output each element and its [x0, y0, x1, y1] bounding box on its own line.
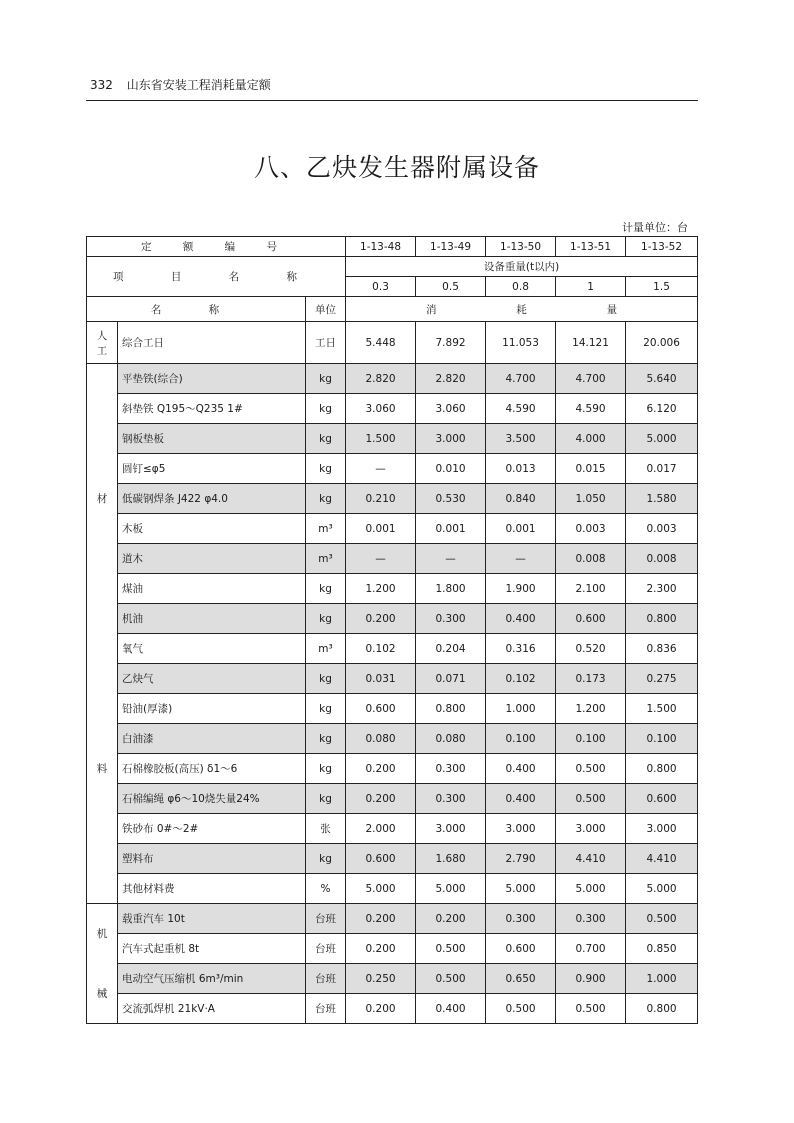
- value-cell: 2.820: [416, 364, 486, 394]
- value-cell: 0.300: [556, 904, 626, 934]
- param-cell: 0.5: [416, 277, 486, 297]
- item-unit: 台班: [306, 964, 346, 994]
- value-cell: 0.500: [486, 994, 556, 1024]
- value-cell: 0.500: [416, 934, 486, 964]
- code-cell: 1-13-48: [346, 237, 416, 257]
- value-cell: 7.892: [416, 322, 486, 364]
- value-cell: 2.300: [626, 574, 698, 604]
- item-name: 石棉橡胶板(高压) δ1～6: [118, 754, 306, 784]
- item-unit: kg: [306, 424, 346, 454]
- table-row: [87, 424, 698, 454]
- value-cell: 0.800: [626, 604, 698, 634]
- value-cell: —: [416, 544, 486, 574]
- value-cell: 2.100: [556, 574, 626, 604]
- value-cell: 0.300: [416, 754, 486, 784]
- value-cell: 0.071: [416, 664, 486, 694]
- value-cell: 2.000: [346, 814, 416, 844]
- value-cell: 0.500: [416, 964, 486, 994]
- table-row: [87, 484, 698, 514]
- value-cell: 0.008: [626, 544, 698, 574]
- table-row: [87, 724, 698, 754]
- item-unit: kg: [306, 484, 346, 514]
- table-row: [87, 322, 698, 364]
- item-name: 木板: [118, 514, 306, 544]
- value-cell: 0.400: [486, 604, 556, 634]
- item-name: 低碳钢焊条 J422 φ4.0: [118, 484, 306, 514]
- value-cell: 0.400: [416, 994, 486, 1024]
- value-cell: 0.800: [416, 694, 486, 724]
- category-char: 机: [96, 928, 108, 941]
- value-cell: 0.017: [626, 454, 698, 484]
- consumption-header: 消 耗 量: [346, 297, 698, 322]
- category-char: 材: [96, 493, 108, 506]
- item-unit: m³: [306, 514, 346, 544]
- value-cell: 0.300: [486, 904, 556, 934]
- table-row: [87, 844, 698, 874]
- value-cell: 6.120: [626, 394, 698, 424]
- table-row: [87, 814, 698, 844]
- value-cell: 0.500: [626, 904, 698, 934]
- item-name: 乙炔气: [118, 664, 306, 694]
- page-number: 332: [90, 78, 113, 92]
- table-row: [87, 514, 698, 544]
- value-cell: 0.210: [346, 484, 416, 514]
- value-cell: 0.200: [346, 904, 416, 934]
- header-rule: [86, 100, 698, 101]
- value-cell: 0.250: [346, 964, 416, 994]
- value-cell: 0.003: [556, 514, 626, 544]
- table-row: [87, 784, 698, 814]
- table-row: [87, 994, 698, 1024]
- value-cell: 0.102: [486, 664, 556, 694]
- value-cell: 0.500: [556, 754, 626, 784]
- value-cell: 0.850: [626, 934, 698, 964]
- value-cell: 0.500: [556, 994, 626, 1024]
- category-char: 械: [96, 987, 108, 1000]
- value-cell: —: [486, 544, 556, 574]
- table-row: [87, 664, 698, 694]
- item-label: 项 目 名 称: [87, 257, 346, 297]
- item-name: 白油漆: [118, 724, 306, 754]
- item-unit: kg: [306, 574, 346, 604]
- param-label: 设备重量(t以内): [346, 257, 698, 277]
- code-row: [87, 237, 698, 257]
- value-cell: 5.448: [346, 322, 416, 364]
- value-cell: 0.031: [346, 664, 416, 694]
- table-row: [87, 634, 698, 664]
- item-unit: kg: [306, 364, 346, 394]
- table-row: [87, 364, 698, 394]
- value-cell: 0.300: [416, 604, 486, 634]
- item-name: 斜垫铁 Q195～Q235 1#: [118, 394, 306, 424]
- value-cell: 0.600: [626, 784, 698, 814]
- item-unit: kg: [306, 754, 346, 784]
- value-cell: 0.080: [346, 724, 416, 754]
- item-unit: kg: [306, 724, 346, 754]
- table-row: [87, 454, 698, 484]
- item-unit: 工日: [306, 322, 346, 364]
- item-name: 煤油: [118, 574, 306, 604]
- value-cell: 0.001: [416, 514, 486, 544]
- item-unit: 台班: [306, 994, 346, 1024]
- value-cell: 1.500: [346, 424, 416, 454]
- item-unit: kg: [306, 844, 346, 874]
- value-cell: 4.590: [486, 394, 556, 424]
- value-cell: 5.000: [626, 874, 698, 904]
- value-cell: 0.840: [486, 484, 556, 514]
- value-cell: 0.500: [556, 784, 626, 814]
- item-unit: kg: [306, 664, 346, 694]
- value-cell: 0.275: [626, 664, 698, 694]
- value-cell: 0.400: [486, 754, 556, 784]
- unit-column-header: 单位: [306, 297, 346, 322]
- value-cell: 0.200: [416, 904, 486, 934]
- param-label-row: [87, 257, 698, 277]
- item-name: 其他材料费: [118, 874, 306, 904]
- value-cell: 0.200: [346, 934, 416, 964]
- value-cell: 0.600: [346, 694, 416, 724]
- table-row: [87, 754, 698, 784]
- value-cell: 0.080: [416, 724, 486, 754]
- value-cell: 0.200: [346, 604, 416, 634]
- category-char: 工: [96, 344, 108, 357]
- item-unit: kg: [306, 454, 346, 484]
- value-cell: 4.590: [556, 394, 626, 424]
- item-unit: m³: [306, 544, 346, 574]
- param-cell: 0.3: [346, 277, 416, 297]
- item-unit: 台班: [306, 934, 346, 964]
- item-name: 钢板垫板: [118, 424, 306, 454]
- value-cell: 0.800: [626, 994, 698, 1024]
- value-cell: 0.600: [486, 934, 556, 964]
- quota-table: [86, 236, 698, 1024]
- category-cell: [87, 322, 118, 364]
- item-name: 电动空气压缩机 6m³/min: [118, 964, 306, 994]
- item-name: 圆钉≤φ5: [118, 454, 306, 484]
- value-cell: 0.530: [416, 484, 486, 514]
- value-cell: 0.010: [416, 454, 486, 484]
- name-column-header: 名 称: [87, 297, 306, 322]
- table-row: [87, 694, 698, 724]
- value-cell: 5.000: [416, 874, 486, 904]
- item-name: 石棉编绳 φ6～10烧失量24%: [118, 784, 306, 814]
- value-cell: 0.100: [556, 724, 626, 754]
- table-row: [87, 604, 698, 634]
- value-cell: 1.200: [556, 694, 626, 724]
- value-cell: 11.053: [486, 322, 556, 364]
- value-cell: 3.500: [486, 424, 556, 454]
- value-cell: 0.001: [486, 514, 556, 544]
- value-cell: 5.640: [626, 364, 698, 394]
- item-unit: 台班: [306, 904, 346, 934]
- item-name: 机油: [118, 604, 306, 634]
- item-unit: %: [306, 874, 346, 904]
- value-cell: —: [346, 454, 416, 484]
- table-row: [87, 964, 698, 994]
- value-cell: 0.204: [416, 634, 486, 664]
- book-title: 山东省安装工程消耗量定额: [126, 78, 271, 92]
- value-cell: 0.600: [346, 844, 416, 874]
- item-unit: kg: [306, 604, 346, 634]
- value-cell: 0.900: [556, 964, 626, 994]
- value-cell: 0.200: [346, 754, 416, 784]
- value-cell: —: [346, 544, 416, 574]
- value-cell: 1.900: [486, 574, 556, 604]
- value-cell: 5.000: [556, 874, 626, 904]
- value-cell: 14.121: [556, 322, 626, 364]
- value-cell: 0.100: [486, 724, 556, 754]
- code-cell: 1-13-50: [486, 237, 556, 257]
- param-cell: 0.8: [486, 277, 556, 297]
- value-cell: 4.410: [556, 844, 626, 874]
- value-cell: 0.316: [486, 634, 556, 664]
- value-cell: 1.800: [416, 574, 486, 604]
- value-cell: 0.700: [556, 934, 626, 964]
- item-name: 道木: [118, 544, 306, 574]
- value-cell: 0.800: [626, 754, 698, 784]
- item-name: 交流弧焊机 21kV·A: [118, 994, 306, 1024]
- section-title: 八、乙炔发生器附属设备: [253, 153, 540, 182]
- value-cell: 0.400: [486, 784, 556, 814]
- value-cell: 3.000: [416, 424, 486, 454]
- value-cell: 4.410: [626, 844, 698, 874]
- item-name: 汽车式起重机 8t: [118, 934, 306, 964]
- code-cell: 1-13-52: [626, 237, 698, 257]
- value-cell: 1.200: [346, 574, 416, 604]
- table-row: [87, 574, 698, 604]
- value-cell: 0.300: [416, 784, 486, 814]
- value-cell: 0.200: [346, 994, 416, 1024]
- value-cell: 1.580: [626, 484, 698, 514]
- value-cell: 1.680: [416, 844, 486, 874]
- param-cell: 1.5: [626, 277, 698, 297]
- value-cell: 1.500: [626, 694, 698, 724]
- page-header: [90, 76, 271, 93]
- value-cell: 0.200: [346, 784, 416, 814]
- item-name: 综合工日: [118, 322, 306, 364]
- table-row: [87, 874, 698, 904]
- code-cell: 1-13-49: [416, 237, 486, 257]
- column-header-row: [87, 297, 698, 322]
- value-cell: 3.060: [416, 394, 486, 424]
- item-name: 平垫铁(综合): [118, 364, 306, 394]
- code-label: 定 额 编 号: [87, 237, 346, 257]
- value-cell: 2.820: [346, 364, 416, 394]
- item-name: 氧气: [118, 634, 306, 664]
- value-cell: 0.520: [556, 634, 626, 664]
- category-cell: [87, 904, 118, 1024]
- value-cell: 0.173: [556, 664, 626, 694]
- item-unit: kg: [306, 394, 346, 424]
- category-char: 料: [96, 762, 108, 775]
- value-cell: 1.050: [556, 484, 626, 514]
- value-cell: 5.000: [626, 424, 698, 454]
- value-cell: 3.000: [626, 814, 698, 844]
- item-name: 铁砂布 0#～2#: [118, 814, 306, 844]
- value-cell: 0.650: [486, 964, 556, 994]
- value-cell: 5.000: [346, 874, 416, 904]
- value-cell: 4.700: [556, 364, 626, 394]
- value-cell: 0.100: [626, 724, 698, 754]
- value-cell: 0.015: [556, 454, 626, 484]
- value-cell: 4.700: [486, 364, 556, 394]
- item-name: 铅油(厚漆): [118, 694, 306, 724]
- value-cell: 3.000: [486, 814, 556, 844]
- value-cell: 4.000: [556, 424, 626, 454]
- value-cell: 0.836: [626, 634, 698, 664]
- code-cell: 1-13-51: [556, 237, 626, 257]
- value-cell: 3.000: [556, 814, 626, 844]
- category-char: 人: [96, 329, 108, 342]
- value-cell: 1.000: [626, 964, 698, 994]
- value-cell: 1.000: [486, 694, 556, 724]
- value-cell: 3.000: [416, 814, 486, 844]
- value-cell: 2.790: [486, 844, 556, 874]
- item-name: 塑料布: [118, 844, 306, 874]
- value-cell: 3.060: [346, 394, 416, 424]
- table-row: [87, 934, 698, 964]
- value-cell: 0.600: [556, 604, 626, 634]
- value-cell: 20.006: [626, 322, 698, 364]
- table-row: [87, 904, 698, 934]
- item-unit: kg: [306, 784, 346, 814]
- table-row: [87, 394, 698, 424]
- item-unit: 张: [306, 814, 346, 844]
- value-cell: 0.001: [346, 514, 416, 544]
- value-cell: 0.013: [486, 454, 556, 484]
- item-name: 载重汽车 10t: [118, 904, 306, 934]
- value-cell: 0.003: [626, 514, 698, 544]
- category-cell: [87, 364, 118, 904]
- table-row: [87, 544, 698, 574]
- param-cell: 1: [556, 277, 626, 297]
- value-cell: 5.000: [486, 874, 556, 904]
- item-unit: m³: [306, 634, 346, 664]
- value-cell: 0.008: [556, 544, 626, 574]
- value-cell: 0.102: [346, 634, 416, 664]
- item-unit: kg: [306, 694, 346, 724]
- unit-label: 计量单位：台: [622, 221, 688, 234]
